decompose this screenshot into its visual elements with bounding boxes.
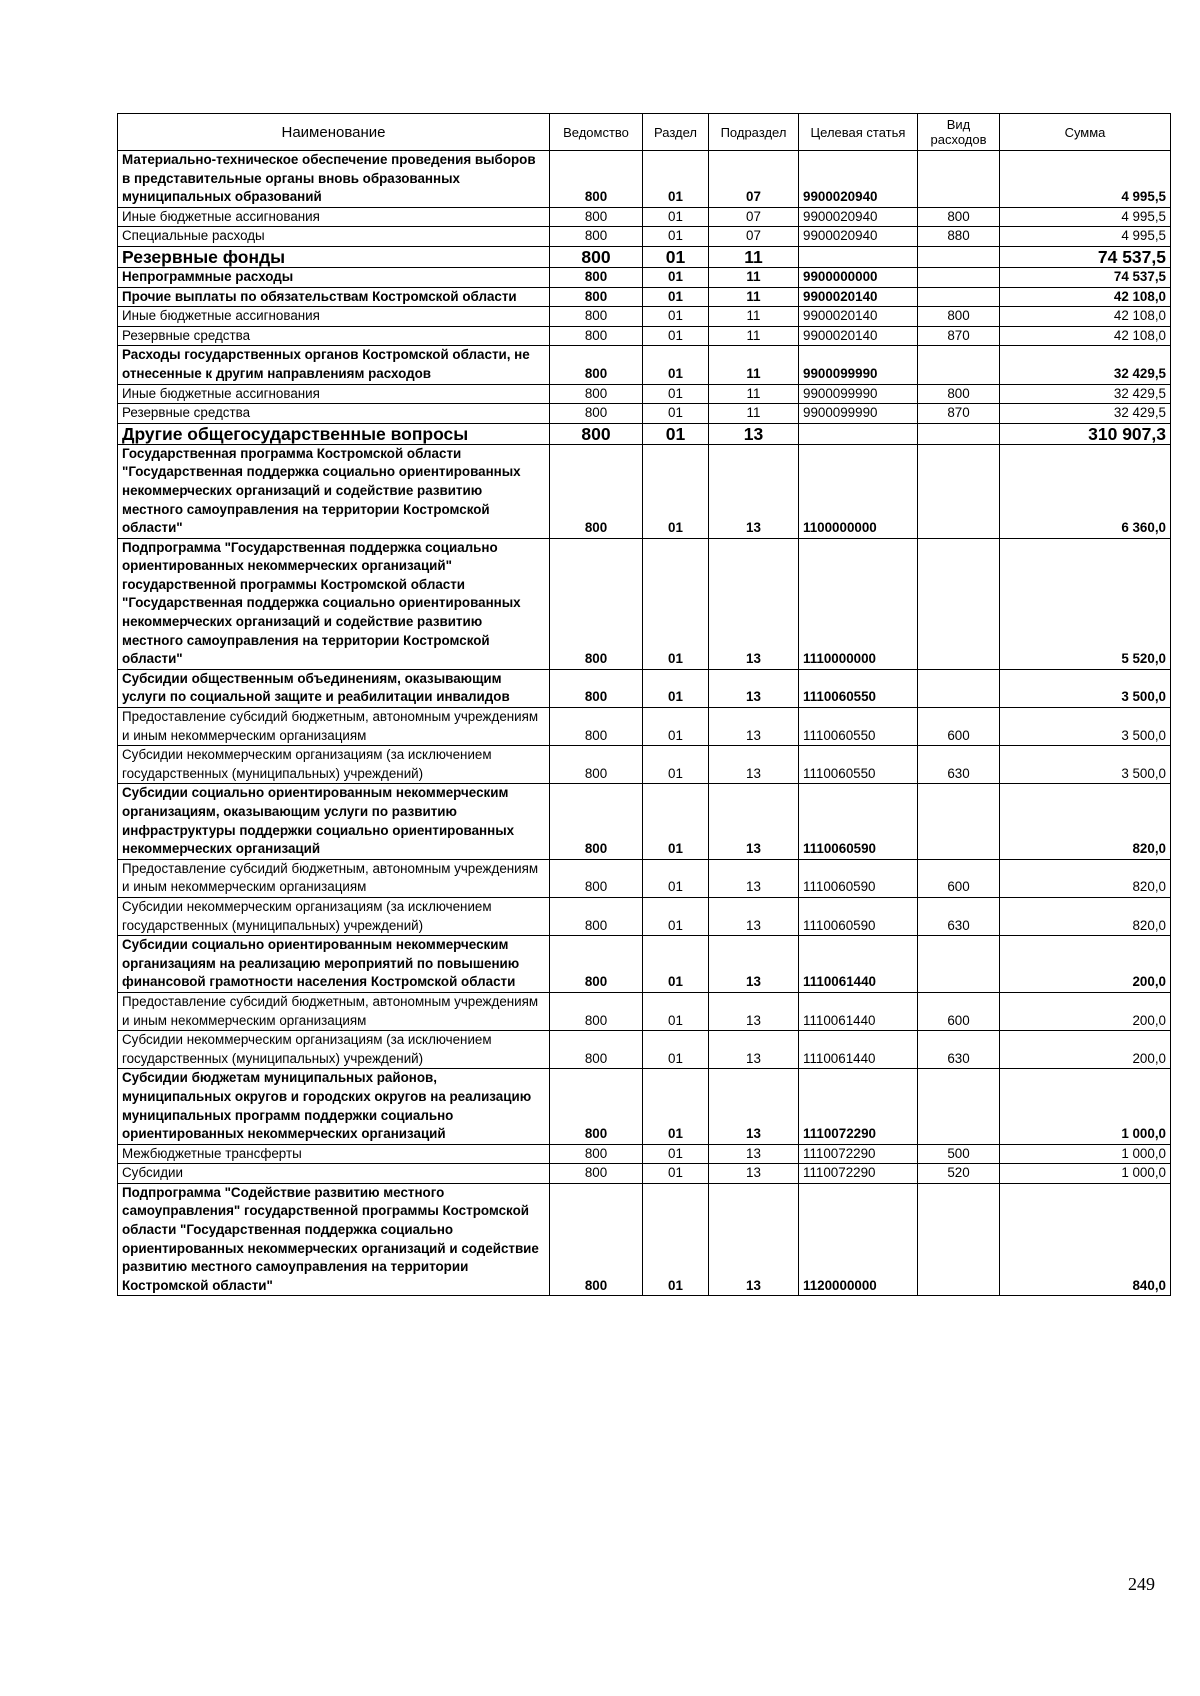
cell-department: 800 xyxy=(550,1164,643,1184)
cell-name: Резервные средства xyxy=(118,326,550,346)
cell-section: 01 xyxy=(643,326,709,346)
cell-target: 1110060550 xyxy=(799,746,918,784)
cell-department: 800 xyxy=(550,708,643,746)
header-amount: Сумма xyxy=(1000,114,1171,151)
cell-department: 800 xyxy=(550,246,643,267)
cell-target: 1110060590 xyxy=(799,784,918,859)
cell-department: 800 xyxy=(550,307,643,327)
table-row xyxy=(118,992,1171,1030)
cell-target: 9900020940 xyxy=(799,151,918,208)
cell-expense-type xyxy=(918,784,1000,859)
cell-section: 01 xyxy=(643,1031,709,1069)
table-row xyxy=(118,404,1171,424)
cell-name: Субсидии бюджетам муниципальных районов, муниципальных округов и городских округов на реализацию муниципальных программ поддержки социально ориентированных некоммерческих организаций xyxy=(118,1069,550,1144)
cell-section: 01 xyxy=(643,746,709,784)
cell-amount: 820,0 xyxy=(1000,784,1171,859)
cell-expense-type: 600 xyxy=(918,708,1000,746)
cell-name: Резервные фонды xyxy=(118,246,550,267)
cell-section: 01 xyxy=(643,708,709,746)
table-row xyxy=(118,1031,1171,1069)
cell-target: 1110061440 xyxy=(799,992,918,1030)
cell-section: 01 xyxy=(643,384,709,404)
header-target: Целевая статья xyxy=(799,114,918,151)
cell-name: Специальные расходы xyxy=(118,227,550,247)
header-department: Ведомство xyxy=(550,114,643,151)
cell-amount: 32 429,5 xyxy=(1000,346,1171,384)
cell-amount: 42 108,0 xyxy=(1000,326,1171,346)
cell-department: 800 xyxy=(550,1031,643,1069)
cell-department: 800 xyxy=(550,784,643,859)
cell-department: 800 xyxy=(550,384,643,404)
table-row xyxy=(118,246,1171,267)
cell-expense-type xyxy=(918,246,1000,267)
cell-section: 01 xyxy=(643,267,709,287)
cell-amount: 3 500,0 xyxy=(1000,669,1171,707)
cell-expense-type: 600 xyxy=(918,859,1000,897)
cell-department: 800 xyxy=(550,287,643,307)
cell-name: Иные бюджетные ассигнования xyxy=(118,384,550,404)
cell-department: 800 xyxy=(550,423,643,444)
cell-department: 800 xyxy=(550,444,643,538)
table-row xyxy=(118,444,1171,538)
cell-subsection: 13 xyxy=(709,669,799,707)
cell-section: 01 xyxy=(643,207,709,227)
cell-subsection: 13 xyxy=(709,897,799,935)
cell-subsection: 13 xyxy=(709,444,799,538)
cell-amount: 200,0 xyxy=(1000,992,1171,1030)
table-row xyxy=(118,669,1171,707)
cell-subsection: 13 xyxy=(709,1144,799,1164)
cell-amount: 1 000,0 xyxy=(1000,1144,1171,1164)
cell-section: 01 xyxy=(643,859,709,897)
cell-target: 1110060550 xyxy=(799,669,918,707)
cell-expense-type xyxy=(918,538,1000,669)
cell-expense-type: 630 xyxy=(918,1031,1000,1069)
table-row xyxy=(118,307,1171,327)
cell-target: 1110072290 xyxy=(799,1144,918,1164)
cell-target: 1120000000 xyxy=(799,1183,918,1296)
cell-department: 800 xyxy=(550,538,643,669)
cell-expense-type: 520 xyxy=(918,1164,1000,1184)
cell-target: 1110061440 xyxy=(799,1031,918,1069)
cell-expense-type xyxy=(918,151,1000,208)
table-row xyxy=(118,784,1171,859)
cell-target: 9900020940 xyxy=(799,207,918,227)
table-row xyxy=(118,746,1171,784)
table-row xyxy=(118,897,1171,935)
cell-subsection: 11 xyxy=(709,326,799,346)
cell-target: 1110061440 xyxy=(799,936,918,993)
cell-subsection: 11 xyxy=(709,287,799,307)
cell-section: 01 xyxy=(643,669,709,707)
cell-expense-type xyxy=(918,267,1000,287)
cell-subsection: 13 xyxy=(709,992,799,1030)
cell-amount: 32 429,5 xyxy=(1000,384,1171,404)
table-row xyxy=(118,151,1171,208)
cell-section: 01 xyxy=(643,936,709,993)
table-row xyxy=(118,267,1171,287)
cell-expense-type: 880 xyxy=(918,227,1000,247)
cell-department: 800 xyxy=(550,151,643,208)
cell-section: 01 xyxy=(643,346,709,384)
cell-expense-type xyxy=(918,669,1000,707)
cell-amount: 200,0 xyxy=(1000,936,1171,993)
cell-target: 1110060550 xyxy=(799,708,918,746)
cell-amount: 42 108,0 xyxy=(1000,287,1171,307)
cell-amount: 820,0 xyxy=(1000,897,1171,935)
cell-expense-type xyxy=(918,346,1000,384)
table-row xyxy=(118,227,1171,247)
cell-department: 800 xyxy=(550,992,643,1030)
cell-target: 9900099990 xyxy=(799,404,918,424)
cell-subsection: 07 xyxy=(709,151,799,208)
cell-amount: 820,0 xyxy=(1000,859,1171,897)
cell-target: 1110072290 xyxy=(799,1164,918,1184)
table-row xyxy=(118,384,1171,404)
table-row xyxy=(118,859,1171,897)
table-row xyxy=(118,346,1171,384)
cell-name: Подпрограмма "Содействие развитию местного самоуправления" государственной программы Костромской области "Государственная поддержка социально ориентированных некоммерческих организаций и содействие развитию местного самоуправления на территории Костромской области" xyxy=(118,1183,550,1296)
cell-name: Другие общегосударственные вопросы xyxy=(118,423,550,444)
cell-amount: 4 995,5 xyxy=(1000,151,1171,208)
table-row xyxy=(118,1183,1171,1296)
cell-section: 01 xyxy=(643,784,709,859)
table-row xyxy=(118,538,1171,669)
cell-amount: 5 520,0 xyxy=(1000,538,1171,669)
cell-name: Субсидии социально ориентированным некоммерческим организациям, оказывающим услуги по развитию инфраструктуры поддержки социально ориентированных некоммерческих организаций xyxy=(118,784,550,859)
cell-target: 9900099990 xyxy=(799,384,918,404)
cell-subsection: 11 xyxy=(709,307,799,327)
cell-subsection: 13 xyxy=(709,538,799,669)
cell-department: 800 xyxy=(550,669,643,707)
cell-section: 01 xyxy=(643,1164,709,1184)
cell-amount: 200,0 xyxy=(1000,1031,1171,1069)
cell-name: Субсидии некоммерческим организациям (за исключением государственных (муниципальных) учреждений) xyxy=(118,746,550,784)
cell-expense-type xyxy=(918,936,1000,993)
cell-expense-type: 600 xyxy=(918,992,1000,1030)
table-row xyxy=(118,207,1171,227)
cell-subsection: 13 xyxy=(709,1031,799,1069)
header-subsection: Подраздел xyxy=(709,114,799,151)
cell-target: 1110000000 xyxy=(799,538,918,669)
cell-target xyxy=(799,246,918,267)
cell-expense-type: 630 xyxy=(918,897,1000,935)
cell-subsection: 13 xyxy=(709,423,799,444)
cell-name: Субсидии xyxy=(118,1164,550,1184)
cell-amount: 840,0 xyxy=(1000,1183,1171,1296)
cell-name: Непрограммные расходы xyxy=(118,267,550,287)
cell-name: Подпрограмма "Государственная поддержка социально ориентированных некоммерческих организаций" государственной программы Костромской области "Государственная поддержка социально ориентированных некоммерческих организаций и содействие развитию местного самоуправления на территории Костромской области" xyxy=(118,538,550,669)
cell-department: 800 xyxy=(550,746,643,784)
cell-expense-type xyxy=(918,287,1000,307)
cell-target: 9900099990 xyxy=(799,346,918,384)
header-expense-type: Вид расходов xyxy=(918,114,1000,151)
cell-name: Субсидии общественным объединениям, оказывающим услуги по социальной защите и реабилитации инвалидов xyxy=(118,669,550,707)
cell-subsection: 13 xyxy=(709,1069,799,1144)
cell-department: 800 xyxy=(550,897,643,935)
cell-subsection: 13 xyxy=(709,746,799,784)
cell-name: Межбюджетные трансферты xyxy=(118,1144,550,1164)
table-row xyxy=(118,287,1171,307)
cell-section: 01 xyxy=(643,287,709,307)
cell-amount: 1 000,0 xyxy=(1000,1164,1171,1184)
cell-target: 9900020940 xyxy=(799,227,918,247)
cell-subsection: 11 xyxy=(709,346,799,384)
cell-expense-type: 500 xyxy=(918,1144,1000,1164)
cell-name: Иные бюджетные ассигнования xyxy=(118,307,550,327)
cell-amount: 4 995,5 xyxy=(1000,207,1171,227)
cell-department: 800 xyxy=(550,936,643,993)
cell-section: 01 xyxy=(643,992,709,1030)
cell-department: 800 xyxy=(550,207,643,227)
cell-expense-type xyxy=(918,1069,1000,1144)
budget-table xyxy=(117,113,1171,1296)
cell-target: 1110072290 xyxy=(799,1069,918,1144)
cell-subsection: 13 xyxy=(709,1164,799,1184)
cell-section: 01 xyxy=(643,897,709,935)
table-row xyxy=(118,1069,1171,1144)
cell-amount: 74 537,5 xyxy=(1000,267,1171,287)
cell-subsection: 13 xyxy=(709,708,799,746)
table-body xyxy=(118,151,1171,1296)
cell-name: Материально-техническое обеспечение проведения выборов в представительные органы вновь образованных муниципальных образований xyxy=(118,151,550,208)
cell-expense-type xyxy=(918,1183,1000,1296)
cell-section: 01 xyxy=(643,538,709,669)
header-section: Раздел xyxy=(643,114,709,151)
cell-subsection: 11 xyxy=(709,246,799,267)
page-number: 249 xyxy=(1128,1574,1155,1594)
cell-subsection: 11 xyxy=(709,267,799,287)
cell-name: Иные бюджетные ассигнования xyxy=(118,207,550,227)
cell-expense-type xyxy=(918,423,1000,444)
cell-expense-type: 870 xyxy=(918,404,1000,424)
cell-name: Предоставление субсидий бюджетным, автономным учреждениям и иным некоммерческим организациям xyxy=(118,708,550,746)
cell-section: 01 xyxy=(643,404,709,424)
cell-subsection: 11 xyxy=(709,404,799,424)
table-header-row xyxy=(118,114,1171,151)
cell-amount: 3 500,0 xyxy=(1000,708,1171,746)
cell-subsection: 13 xyxy=(709,784,799,859)
cell-target xyxy=(799,423,918,444)
cell-amount: 42 108,0 xyxy=(1000,307,1171,327)
cell-department: 800 xyxy=(550,404,643,424)
cell-subsection: 13 xyxy=(709,859,799,897)
cell-target: 9900020140 xyxy=(799,326,918,346)
cell-subsection: 07 xyxy=(709,227,799,247)
cell-expense-type: 800 xyxy=(918,307,1000,327)
cell-expense-type: 630 xyxy=(918,746,1000,784)
cell-target: 9900020140 xyxy=(799,307,918,327)
cell-department: 800 xyxy=(550,267,643,287)
header-name: Наименование xyxy=(118,114,550,151)
cell-amount: 3 500,0 xyxy=(1000,746,1171,784)
table-row xyxy=(118,326,1171,346)
cell-department: 800 xyxy=(550,227,643,247)
cell-name: Государственная программа Костромской области "Государственная поддержка социально ориентированных некоммерческих организаций и содействие развитию местного самоуправления на территории Костромской области" xyxy=(118,444,550,538)
cell-name: Расходы государственных органов Костромской области, не отнесенные к другим направлениям расходов xyxy=(118,346,550,384)
cell-department: 800 xyxy=(550,1069,643,1144)
cell-name: Субсидии некоммерческим организациям (за исключением государственных (муниципальных) учреждений) xyxy=(118,897,550,935)
cell-expense-type: 870 xyxy=(918,326,1000,346)
cell-section: 01 xyxy=(643,1144,709,1164)
cell-section: 01 xyxy=(643,444,709,538)
table-row xyxy=(118,1164,1171,1184)
cell-subsection: 13 xyxy=(709,936,799,993)
cell-department: 800 xyxy=(550,326,643,346)
cell-amount: 6 360,0 xyxy=(1000,444,1171,538)
cell-amount: 4 995,5 xyxy=(1000,227,1171,247)
cell-target: 1100000000 xyxy=(799,444,918,538)
cell-name: Предоставление субсидий бюджетным, автономным учреждениям и иным некоммерческим организациям xyxy=(118,992,550,1030)
cell-target: 1110060590 xyxy=(799,859,918,897)
cell-department: 800 xyxy=(550,1144,643,1164)
cell-amount: 310 907,3 xyxy=(1000,423,1171,444)
table-row xyxy=(118,936,1171,993)
cell-expense-type xyxy=(918,444,1000,538)
cell-subsection: 11 xyxy=(709,384,799,404)
cell-section: 01 xyxy=(643,1183,709,1296)
cell-target: 1110060590 xyxy=(799,897,918,935)
cell-expense-type: 800 xyxy=(918,207,1000,227)
table-row xyxy=(118,423,1171,444)
cell-name: Резервные средства xyxy=(118,404,550,424)
table-row xyxy=(118,708,1171,746)
cell-section: 01 xyxy=(643,151,709,208)
cell-amount: 32 429,5 xyxy=(1000,404,1171,424)
cell-name: Субсидии некоммерческим организациям (за исключением государственных (муниципальных) учреждений) xyxy=(118,1031,550,1069)
cell-target: 9900000000 xyxy=(799,267,918,287)
cell-subsection: 07 xyxy=(709,207,799,227)
cell-section: 01 xyxy=(643,1069,709,1144)
cell-section: 01 xyxy=(643,423,709,444)
cell-department: 800 xyxy=(550,859,643,897)
cell-name: Субсидии социально ориентированным некоммерческим организациям на реализацию мероприятий по повышению финансовой грамотности населения Костромской области xyxy=(118,936,550,993)
cell-target: 9900020140 xyxy=(799,287,918,307)
table-row xyxy=(118,1144,1171,1164)
cell-amount: 74 537,5 xyxy=(1000,246,1171,267)
cell-amount: 1 000,0 xyxy=(1000,1069,1171,1144)
cell-name: Предоставление субсидий бюджетным, автономным учреждениям и иным некоммерческим организациям xyxy=(118,859,550,897)
cell-expense-type: 800 xyxy=(918,384,1000,404)
cell-subsection: 13 xyxy=(709,1183,799,1296)
cell-department: 800 xyxy=(550,1183,643,1296)
cell-section: 01 xyxy=(643,307,709,327)
cell-name: Прочие выплаты по обязательствам Костромской области xyxy=(118,287,550,307)
cell-department: 800 xyxy=(550,346,643,384)
cell-section: 01 xyxy=(643,246,709,267)
cell-section: 01 xyxy=(643,227,709,247)
